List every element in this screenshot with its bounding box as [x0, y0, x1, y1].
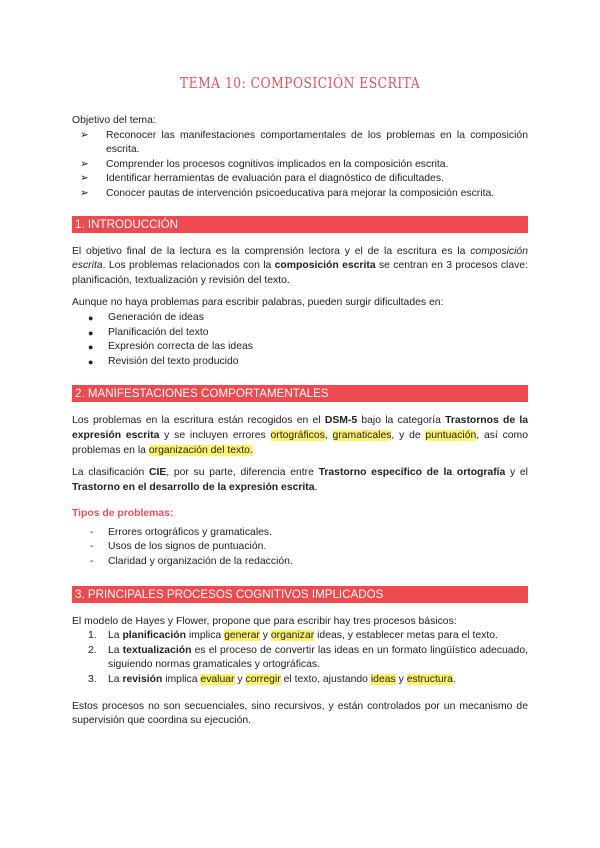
highlight: evaluar	[200, 674, 235, 686]
difficulties-paragraph: Aunque no haya problemas para escribir palabras, pueden surgir dificultades en:	[72, 297, 444, 309]
arrow-bullet-icon: ➢	[80, 158, 89, 170]
problem-types-heading: Tipos de problemas:	[72, 508, 174, 520]
highlight: organizar	[270, 630, 315, 642]
bullet-icon: ●	[88, 356, 94, 367]
section-heading-manifestaciones: 2. MANIFESTACIONES COMPORTAMENTALES	[72, 385, 528, 402]
dash-icon: -	[90, 526, 94, 538]
arrow-bullet-icon: ➢	[80, 129, 89, 141]
list-item: - Claridad y organización de la redacción.	[72, 555, 528, 570]
page-title: TEMA 10: COMPOSICIÓN ESCRITA	[179, 74, 421, 92]
highlight: generar	[224, 630, 260, 642]
list-item: ● Planificación del texto	[72, 326, 528, 341]
list-item: 2. La textualización es el proceso de convertir las ideas en un formato lingüístico adecuado, siguiendo normas gramaticales y ortográficas.	[88, 644, 528, 671]
difficulties-list	[72, 311, 528, 369]
intro-paragraph: El objetivo final de la lectura es la comprensión lectora y el de la escritura es la composición escrita. Los problemas relacionados con la composición escrita se centran en 3 procesos clave: planificación, textualización y revisión del texto.	[72, 245, 529, 286]
objective-list	[72, 129, 528, 202]
list-item: ● Generación de ideas	[72, 311, 528, 326]
bullet-icon: ●	[88, 312, 94, 323]
dsm-paragraph: Los problemas en la escritura están recogidos en el DSM-5 bajo la categoría Trastornos de la expresión escrita y se incluyen errores ortográficos, gramaticales, y de puntuación, así como problemas en la organización del texto.	[72, 415, 528, 456]
highlight: estructura	[406, 674, 453, 686]
list-item: ● Expresión correcta de las ideas	[72, 340, 528, 355]
arrow-bullet-icon: ➢	[80, 187, 89, 199]
highlight: organización del texto.	[148, 444, 253, 456]
recursive-paragraph: Estos procesos no son secuenciales, sino recursivos, y están controlados por un mecanismo de supervisión que coordina su ejecución.	[72, 700, 528, 727]
section-heading-procesos: 3. PRINCIPALES PROCESOS COGNITIVOS IMPLICADOS	[72, 586, 528, 603]
highlight: corregir	[245, 674, 281, 686]
section-heading-introduccion: 1. INTRODUCCIÓN	[72, 216, 528, 233]
list-item: 3. La revisión implica evaluar y corregir el texto, ajustando ideas y estructura.	[88, 674, 456, 686]
list-item: ➢ Conocer pautas de intervención psicoeducativa para mejorar la composición escrita.	[72, 187, 528, 202]
cie-paragraph: La clasificación CIE, por su parte, diferencia entre Trastorno específico de la ortografía y el Trastorno en el desarrollo de la expresión escrita.	[72, 467, 528, 493]
highlight: ideas	[370, 674, 396, 686]
highlight: ortográficos	[270, 429, 325, 441]
list-item: ➢ Identificar herramientas de evaluación para el diagnóstico de dificultades.	[72, 172, 528, 187]
list-item: - Usos de los signos de puntuación.	[72, 540, 528, 555]
list-item: - Errores ortográficos y gramaticales.	[72, 526, 528, 541]
dash-icon: -	[90, 556, 94, 568]
list-item: ➢ Reconocer las manifestaciones comportamentales de los problemas en la composición escrita.	[80, 129, 528, 156]
list-item: 1. La planificación implica generar y organizar ideas, y establecer metas para el texto.	[88, 630, 498, 642]
model-paragraph: El modelo de Hayes y Flower, propone que para escribir hay tres procesos básicos:	[72, 615, 457, 627]
process-list	[72, 629, 528, 687]
bullet-icon: ●	[88, 327, 94, 338]
arrow-bullet-icon: ➢	[80, 173, 89, 185]
document-body	[72, 114, 528, 729]
highlight: puntuación	[425, 429, 477, 441]
list-item: ● Revisión del texto producido	[72, 355, 528, 370]
highlight: gramaticales	[332, 429, 392, 441]
problem-types-list	[72, 526, 528, 570]
list-item: ➢ Comprender los procesos cognitivos implicados en la composición escrita.	[72, 158, 528, 173]
dash-icon: -	[90, 541, 94, 553]
objective-label: Objetivo del tema:	[72, 115, 156, 126]
bullet-icon: ●	[88, 342, 94, 353]
